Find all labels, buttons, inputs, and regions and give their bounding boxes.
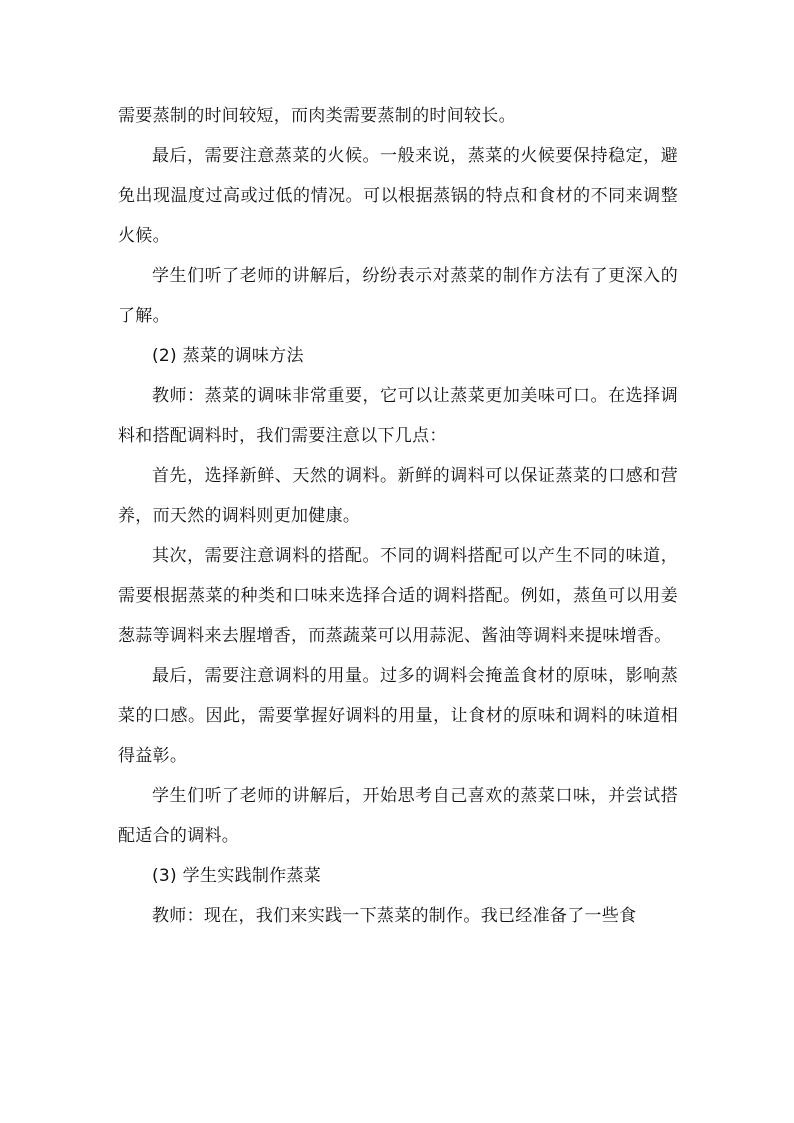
paragraph-heat-control: 最后，需要注意蒸菜的火候。一般来说，蒸菜的火候要保持稳定，避免出现温度过高或过低的情况。可以根据蒸锅的特点和食材的不同来调整火候。	[118, 146, 678, 246]
paragraph-students-try-seasoning: 学生们听了老师的讲解后，开始思考自己喜欢的蒸菜口味，并尝试搭配适合的调料。	[118, 786, 678, 846]
document-body	[118, 96, 678, 936]
paragraph-seasoning-amount: 最后，需要注意调料的用量。过多的调料会掩盖食材的原味，影响蒸菜的口感。因此，需要掌握好调料的用量，让食材的原味和调料的味道相得益彰。	[118, 666, 678, 766]
section-heading-practice: (3) 学生实践制作蒸菜	[152, 866, 322, 886]
paragraph-teacher-seasoning-intro: 教师：蒸菜的调味非常重要，它可以让蒸菜更加美味可口。在选择调料和搭配调料时，我们需要注意以下几点：	[118, 386, 678, 446]
paragraph-continuation: 需要蒸制的时间较短，而肉类需要蒸制的时间较长。	[118, 106, 516, 126]
paragraph-seasoning-pairing: 其次，需要注意调料的搭配。不同的调料搭配可以产生不同的味道，需要根据蒸菜的种类和口味来选择合适的调料搭配。例如，蒸鱼可以用姜葱蒜等调料来去腥增香，而蒸蔬菜可以用蒜泥、酱油等调料来提味增香。	[118, 546, 678, 646]
paragraph-teacher-practice: 教师：现在，我们来实践一下蒸菜的制作。我已经准备了一些食	[152, 906, 637, 926]
paragraph-students-understanding: 学生们听了老师的讲解后，纷纷表示对蒸菜的制作方法有了更深入的了解。	[118, 266, 678, 326]
paragraph-fresh-seasoning: 首先，选择新鲜、天然的调料。新鲜的调料可以保证蒸菜的口感和营养，而天然的调料则更加健康。	[118, 466, 678, 526]
section-heading-seasoning: (2) 蒸菜的调味方法	[152, 346, 304, 366]
